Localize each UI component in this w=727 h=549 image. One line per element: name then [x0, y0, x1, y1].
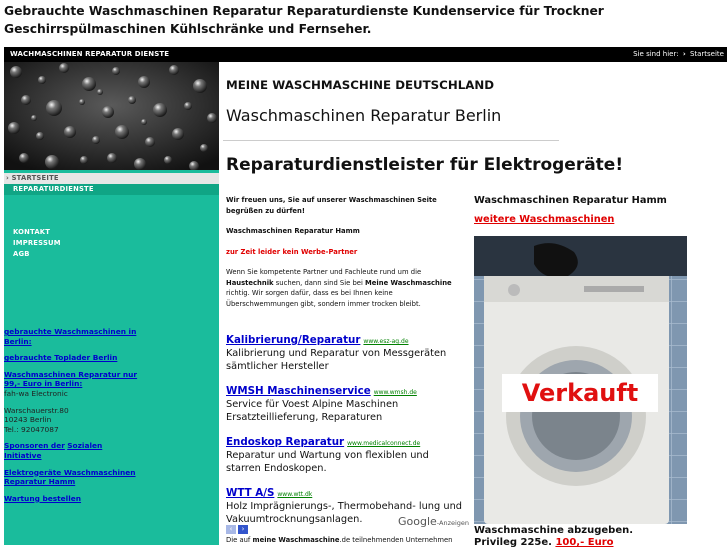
nav-item-reparaturdienste[interactable]: REPARATURDIENSTE — [4, 184, 219, 195]
google-logo: Google — [398, 515, 437, 528]
sidebar-link-maintenance[interactable]: Wartung bestellen — [4, 493, 82, 503]
right-title: Waschmaschinen Reparatur Hamm — [474, 195, 667, 206]
company-street: Warschauerstr.80 — [4, 405, 69, 415]
ad-url-link[interactable]: www.wtt.dk — [277, 491, 313, 498]
intro-bold-brand: Meine Waschmaschine — [365, 278, 452, 287]
ad-url-link[interactable]: www.medicalconnect.de — [347, 440, 421, 447]
page-title: Gebrauchte Waschmaschinen Reparatur Reparaturdienste Kundenservice für Trockner Geschirrspülmaschinen Kühlschränke und Fernseher. — [4, 4, 604, 36]
ads-label: -Anzeigen — [436, 519, 470, 527]
ad-url-link[interactable]: www.esz-ag.de — [363, 338, 409, 345]
nav-item-impressum[interactable]: IMPRESSUM — [13, 239, 61, 247]
sidebar-link-sponsors[interactable]: Sponsoren der — [4, 441, 65, 451]
header-subtitle: MEINE WASCHMASCHINE DEUTSCHLAND — [226, 78, 495, 92]
photo-caption — [474, 525, 633, 549]
nav-item-startseite[interactable] — [4, 173, 219, 184]
chevron-right-icon: › — [6, 174, 12, 182]
divider — [223, 140, 559, 141]
caption-price[interactable]: 100,- Euro — [555, 537, 614, 548]
right-column — [474, 195, 724, 225]
ad-title-link[interactable]: Kalibrierung/Reparatur — [226, 334, 361, 346]
chevron-left-icon[interactable]: ‹ — [226, 525, 236, 534]
no-partner-notice: zur Zeit leider kein Werbe-Partner — [226, 247, 358, 256]
ad-item — [226, 328, 466, 373]
site-name[interactable]: WACHMASCHINEN REPARATUR DIENSTE — [10, 50, 170, 58]
intro-text-1: Wenn Sie kompetente Partner und Fachleute rund um die — [226, 268, 422, 276]
company-city: 10243 Berlin — [4, 415, 52, 425]
sidebar-link-repair-offer[interactable]: Waschmaschinen Reparatur nur 99,- Euro in Berlin: — [4, 369, 138, 389]
sidebar-link-hamm[interactable]: Elektrogeräte Waschmaschinen Reparatur Hamm — [4, 467, 136, 487]
nav-home-label: STARTSEITE — [11, 174, 59, 182]
ad-description: Service für Voest Alpine Maschinen Ersatzteillieferung, Reparaturen — [226, 399, 399, 423]
google-ads-label[interactable] — [398, 515, 469, 528]
nav-item-kontakt[interactable]: KONTAKT — [13, 228, 51, 236]
intro-text-2: suchen, dann sind Sie bei — [275, 278, 363, 287]
sidebar-link-used-machines[interactable]: gebrauchte Waschmaschinen in Berlin: — [4, 327, 137, 346]
sidebar — [4, 62, 219, 545]
footer-note — [226, 536, 453, 544]
intro-bold-haustechnik: Haustechnik — [226, 278, 274, 287]
water-drops-image — [4, 62, 219, 170]
company-name: fah-wa Electronic — [4, 388, 68, 398]
caption-line-1: Waschmaschine abzugeben. — [474, 525, 634, 536]
ad-title-link[interactable]: Endoskop Reparatur — [226, 436, 345, 448]
ad-block — [226, 328, 466, 532]
ad-description: Kalibrierung und Reparatur von Messgeräten sämtlicher Hersteller — [226, 348, 447, 372]
ad-item — [226, 430, 466, 475]
welcome-text: Wir freuen uns, Sie auf unserer Waschmaschinen Seite begrüßen zu dürfen! — [226, 196, 437, 215]
footer-text-1: Die auf — [226, 536, 251, 544]
ad-description: Holz Imprägnierungs-, Thermobehand- lung und Vakuumtrocknungsanlagen. — [226, 501, 462, 525]
sold-badge: Verkauft — [502, 374, 658, 412]
ad-url-link[interactable]: www.wmsh.de — [373, 389, 417, 396]
page-headline: Reparaturdienstleister für Elektrogeräte! — [226, 155, 624, 175]
hamm-heading: Waschmaschinen Reparatur Hamm — [226, 227, 360, 235]
ad-pager — [226, 516, 250, 535]
caption-model: Privileg 225e. — [474, 537, 552, 548]
breadcrumb-label: Sie sind hier: — [633, 50, 679, 58]
main-content — [226, 195, 466, 319]
chevron-right-icon[interactable]: › — [238, 525, 248, 534]
ad-title-link[interactable]: WMSH Maschinenservice — [226, 385, 371, 397]
more-machines-link[interactable]: weitere Waschmaschinen — [474, 214, 615, 225]
sidebar-link-social-initiative[interactable]: Sozialen Initiative — [4, 441, 103, 460]
intro-text-3: richtig. Wir sorgen dafür, dass es bei Ihnen keine Überschwemmungen gibt, sondern immer trocken bleibt. — [226, 289, 421, 308]
nav-item-agb[interactable]: AGB — [13, 250, 30, 258]
breadcrumb — [633, 50, 724, 58]
footer-bold: meine Waschmaschine — [252, 536, 340, 544]
breadcrumb-home-link[interactable]: Startseite — [689, 50, 724, 58]
sidebar-links — [4, 327, 138, 510]
footer-text-2: .de teilnehmenden Unternehmen — [339, 536, 453, 544]
nav-spacer — [4, 195, 219, 227]
top-bar — [4, 47, 727, 62]
ad-description: Reparatur und Wartung von flexiblen und starren Endoskopen. — [226, 450, 429, 474]
sidebar-link-toplader[interactable]: gebrauchte Toplader Berlin — [4, 353, 118, 363]
caption-line-2 — [474, 537, 633, 549]
intro-paragraph — [226, 267, 466, 309]
ad-item — [226, 379, 466, 424]
main-navigation — [4, 173, 219, 260]
header-title: Waschmaschinen Reparatur Berlin — [226, 106, 502, 125]
washing-machine-photo — [474, 236, 687, 524]
chevron-right-icon: › — [682, 50, 686, 58]
ad-title-link[interactable]: WTT A/S — [226, 487, 275, 499]
company-phone: Tel.: 92047087 — [4, 424, 59, 434]
